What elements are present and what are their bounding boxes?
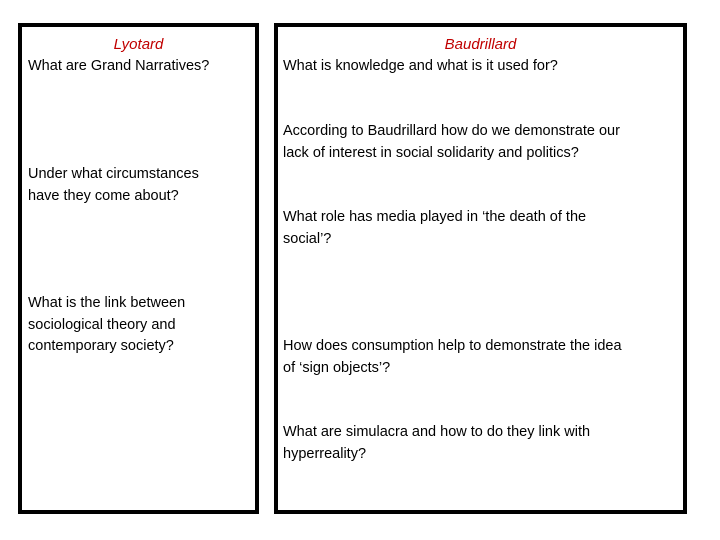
question-media-role: What role has media played in ‘the death of the social’? bbox=[283, 209, 587, 247]
question-simulacra: What are simulacra and how to do they link with hyperreality? bbox=[283, 424, 591, 462]
question-grand-narratives: What are Grand Narratives? bbox=[28, 58, 210, 74]
question-theory-link: What is the link between sociological theory and contemporary society? bbox=[28, 295, 186, 354]
question-circumstances: Under what circumstances have they come about? bbox=[28, 166, 199, 204]
question-knowledge: What is knowledge and what is it used for? bbox=[283, 58, 558, 74]
baudrillard-heading: Baudrillard bbox=[444, 36, 517, 53]
lyotard-panel bbox=[18, 23, 259, 514]
lyotard-heading: Lyotard bbox=[113, 36, 164, 53]
baudrillard-panel bbox=[274, 23, 687, 514]
question-social-solidarity: According to Baudrillard how do we demonstrate our lack of interest in social solidarity and politics? bbox=[283, 123, 620, 161]
question-consumption: How does consumption help to demonstrate the idea of ‘sign objects’? bbox=[283, 338, 622, 376]
